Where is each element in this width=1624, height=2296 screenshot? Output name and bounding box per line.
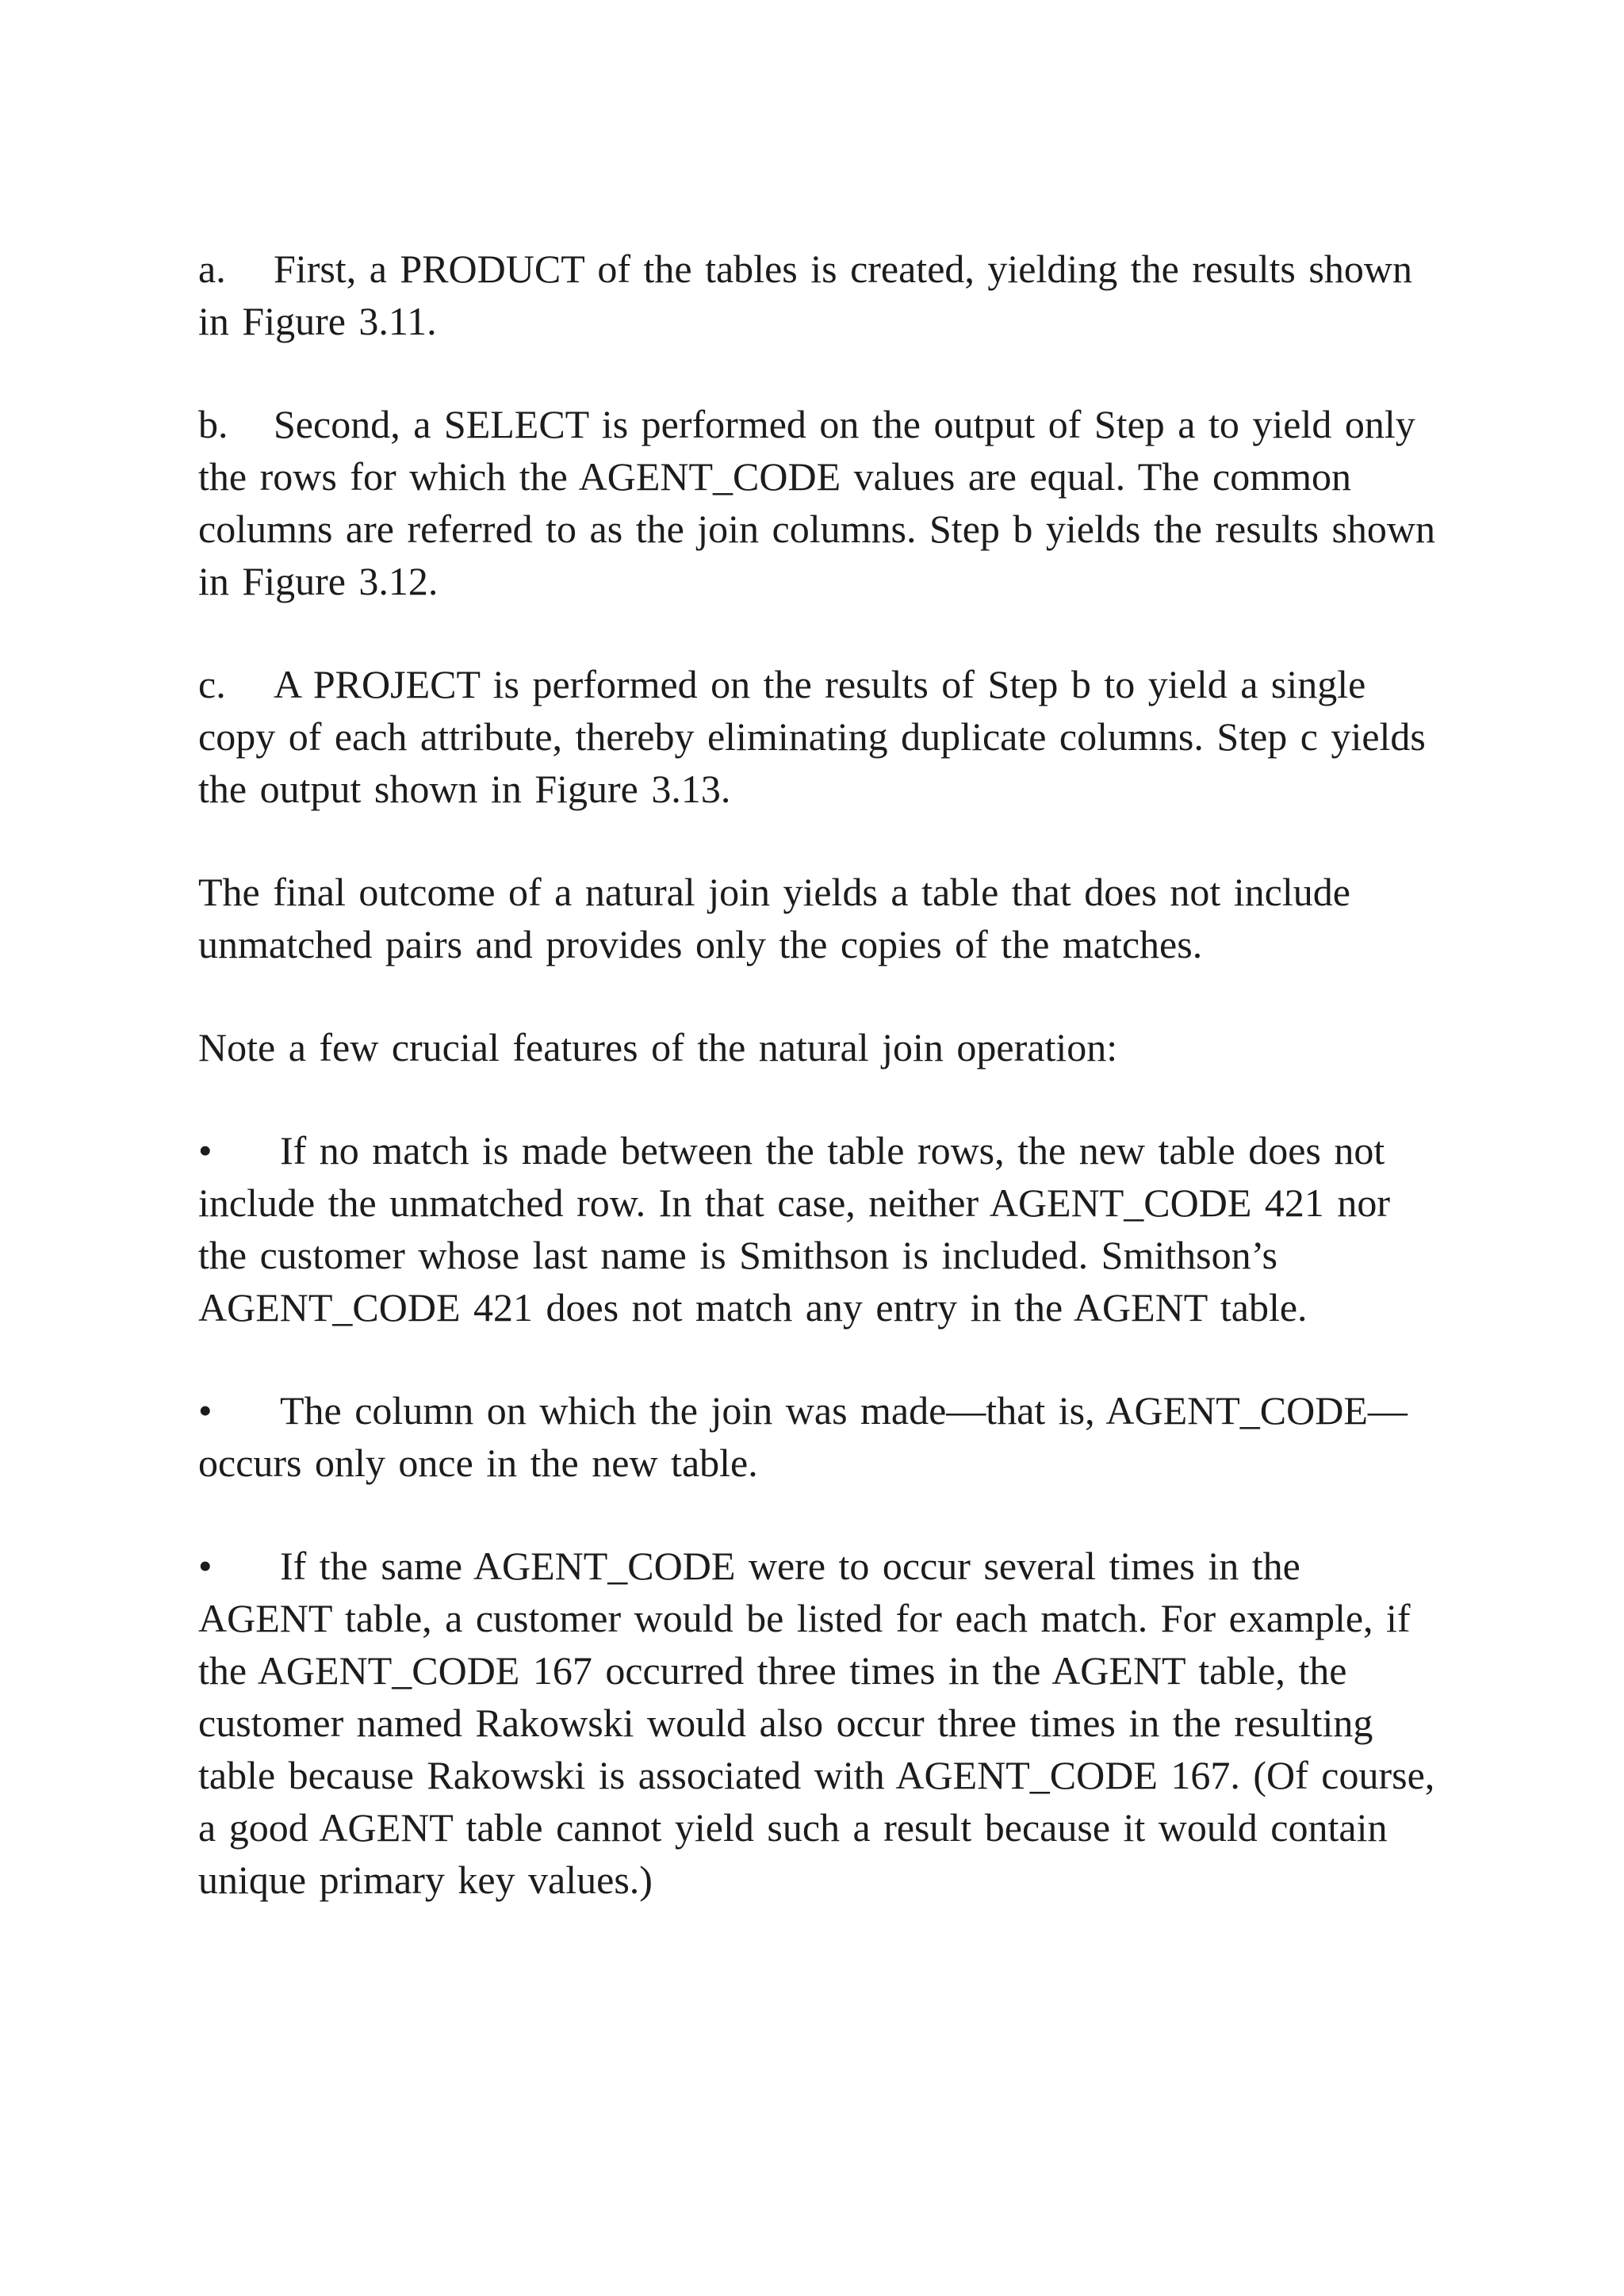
bullet-text-1: If no match is made between the table rows, the new table does not include the unmatched row. In that case, neither AGENT_CODE 421 nor the customer whose last name is Smithson is included. Smithson’s AGENT_CODE 421 does not match any entry in the AGENT table. xyxy=(198,1128,1391,1330)
bullet-icon: • xyxy=(198,1388,213,1433)
step-c-label: c. xyxy=(198,662,226,706)
bullet-text-3: If the same AGENT_CODE were to occur several times in the AGENT table, a customer would be listed for each match. For example, if the AGENT_CODE 167 occurred three times in the AGENT table, the customer named Rakowski would also occur three times in the resulting table because Rakowski is associated with AGENT_CODE 167. (Of course, a good AGENT table cannot yield such a result because it would contain unique primary key values.) xyxy=(198,1544,1435,1902)
bullet-icon: • xyxy=(198,1128,213,1173)
bullet-text-2: The column on which the join was made—that is, AGENT_CODE—occurs only once in the new table. xyxy=(198,1388,1408,1485)
bullet-item-2 xyxy=(198,1384,1435,1489)
step-a-label: a. xyxy=(198,247,226,291)
outcome-paragraph: The final outcome of a natural join yields a table that does not include unmatched pairs and provides only the copies of the matches. xyxy=(198,870,1350,966)
step-c-paragraph xyxy=(198,658,1435,815)
note-paragraph: Note a few crucial features of the natural join operation: xyxy=(198,1025,1118,1070)
step-c-text: A PROJECT is performed on the results of Step b to yield a single copy of each attribute, thereby eliminating duplicate columns. Step c yields the output shown in Figure 3.13. xyxy=(198,662,1426,811)
bullet-icon: • xyxy=(198,1544,213,1588)
document-page xyxy=(198,243,1435,1957)
step-b-paragraph xyxy=(198,398,1435,607)
step-b-text: Second, a SELECT is performed on the output of Step a to yield only the rows for which the AGENT_CODE values are equal. The common columns are referred to as the join columns. Step b yields the results shown in Figure 3.12. xyxy=(198,402,1436,603)
step-a-text: First, a PRODUCT of the tables is created, yielding the results shown in Figure 3.11. xyxy=(198,247,1412,343)
step-a-paragraph xyxy=(198,243,1435,347)
bullet-item-3 xyxy=(198,1540,1435,1906)
bullet-item-1 xyxy=(198,1124,1435,1334)
step-b-label: b. xyxy=(198,402,228,446)
